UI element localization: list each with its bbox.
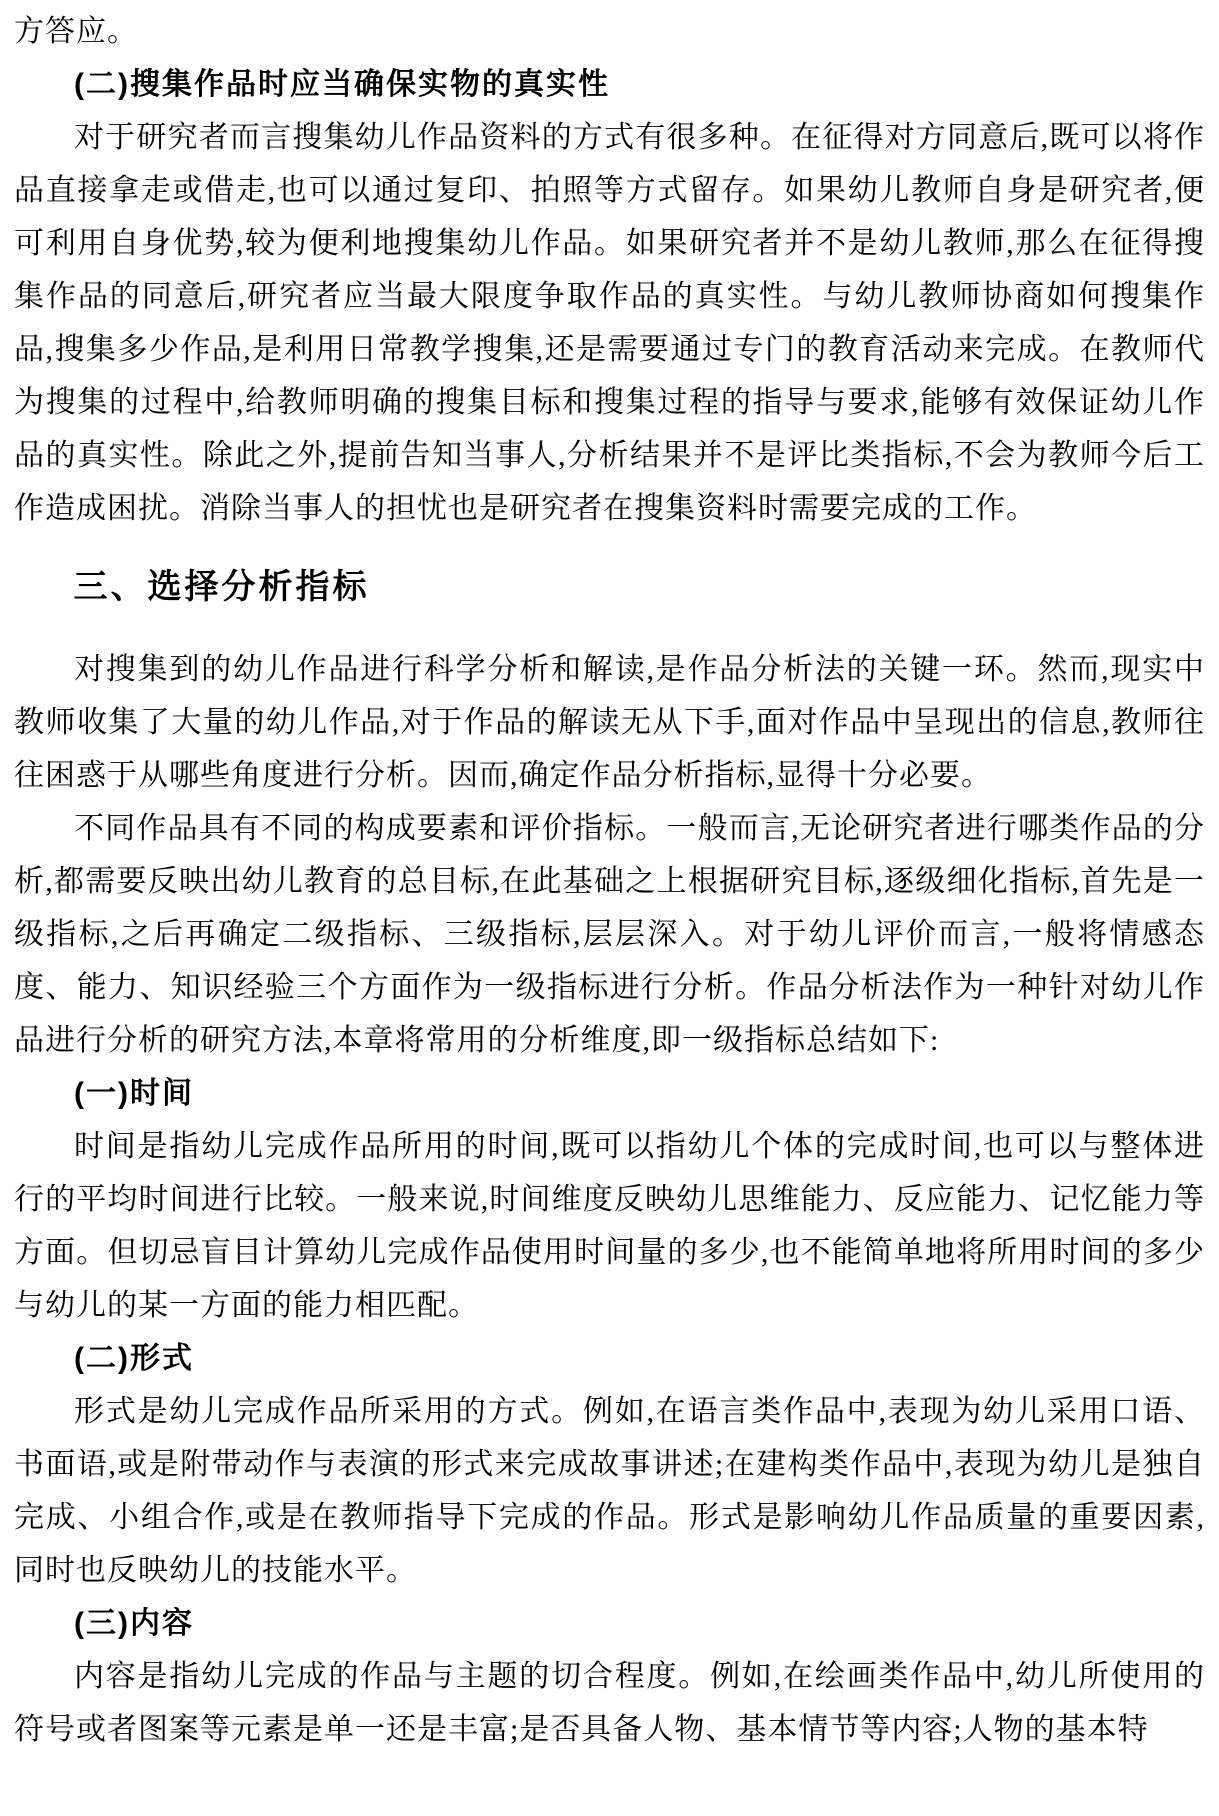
heading-form: (二)形式 — [74, 1342, 194, 1375]
paragraph-continuation: 方答应。 — [14, 15, 138, 48]
paragraph-form: 形式是幼儿完成作品所采用的方式。例如,在语言类作品中,表现为幼儿采用口语、书面语,或是附带动作与表演的形式来完成故事讲述;在建构类作品中,表现为幼儿是独自完成、小组合作,或是在教师指导下完成的作品。形式是影响幼儿作品质量的重要因素,同时也反映幼儿的技能水平。 — [14, 1395, 1205, 1587]
paragraph-collect-authenticity: 对于研究者而言搜集幼儿作品资料的方式有很多种。在征得对方同意后,既可以将作品直接拿走或借走,也可以通过复印、拍照等方式留存。如果幼儿教师自身是研究者,便可利用自身优势,较为便利地搜集幼儿作品。如果研究者并不是幼儿教师,那么在征得搜集作品的同意后,研究者应当最大限度争取作品的真实性。与幼儿教师协商如何搜集作品,搜集多少作品,是利用日常教学搜集,还是需要通过专门的教育活动来完成。在教师代为搜集的过程中,给教师明确的搜集目标和搜集过程的指导与要求,能够有效保证幼儿作品的真实性。除此之外,提前告知当事人,分析结果并不是评比类指标,不会为教师今后工作造成困扰。消除当事人的担忧也是研究者在搜集资料时需要完成的工作。 — [14, 121, 1205, 525]
paragraph-analysis-intro: 对搜集到的幼儿作品进行科学分析和解读,是作品分析法的关键一环。然而,现实中教师收集了大量的幼儿作品,对于作品的解读无从下手,面对作品中呈现出的信息,教师往往困惑于从哪些角度进行分析。因而,确定作品分析指标,显得十分必要。 — [14, 653, 1205, 792]
heading-collect-authenticity: (二)搜集作品时应当确保实物的真实性 — [74, 68, 610, 101]
heading-select-analysis-indicators: 三、选择分析指标 — [73, 568, 370, 606]
heading-time: (一)时间 — [74, 1077, 194, 1110]
paragraph-indicator-overview: 不同作品具有不同的构成要素和评价指标。一般而言,无论研究者进行哪类作品的分析,都需要反映出幼儿教育的总目标,在此基础之上根据研究目标,逐级细化指标,首先是一级指标,之后再确定二级指标、三级指标,层层深入。对于幼儿评价而言,一般将情感态度、能力、知识经验三个方面作为一级指标进行分析。作品分析法作为一种针对幼儿作品进行分析的研究方法,本章将常用的分析维度,即一级指标总结如下: — [14, 812, 1205, 1057]
paragraph-content: 内容是指幼儿完成的作品与主题的切合程度。例如,在绘画类作品中,幼儿所使用的符号或者图案等元素是单一还是丰富;是否具备人物、基本情节等内容;人物的基本特 — [14, 1660, 1205, 1746]
heading-content: (三)内容 — [74, 1607, 194, 1640]
paragraph-time: 时间是指幼儿完成作品所用的时间,既可以指幼儿个体的完成时间,也可以与整体进行的平均时间进行比较。一般来说,时间维度反映幼儿思维能力、反应能力、记忆能力等方面。但切忌盲目计算幼儿完成作品使用时间量的多少,也不能简单地将所用时间的多少与幼儿的某一方面的能力相匹配。 — [14, 1130, 1205, 1322]
